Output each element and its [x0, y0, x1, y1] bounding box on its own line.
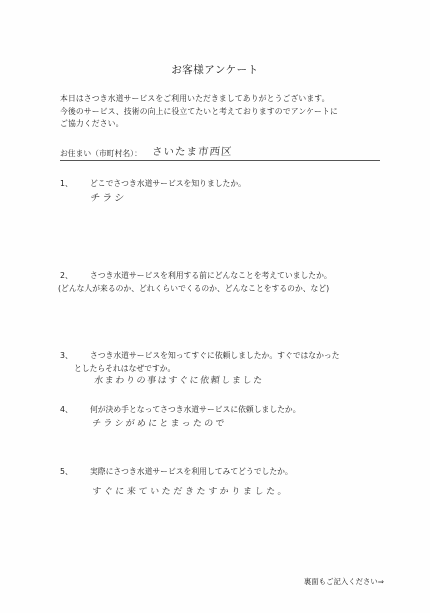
- question-text: 何が決め手となってさつき水道サービスに依頼しましたか。: [90, 405, 301, 414]
- question-2: [60, 270, 390, 300]
- page-title: お客様アンケート: [171, 64, 259, 76]
- question-text: どこでさつき水道サービスを知りましたか。: [90, 179, 246, 188]
- question-number: 5、: [60, 467, 73, 476]
- intro-line: ご協力ください。: [60, 119, 124, 129]
- question-text: さつき水道サービスを利用する前にどんなことを考えていましたか。: [90, 271, 332, 280]
- question-text-continued: としたらそれはなぜですか。: [74, 363, 176, 373]
- address-field[interactable]: [60, 146, 380, 162]
- question-3: [60, 350, 390, 390]
- question-number: 1、: [60, 179, 73, 188]
- footer-note: 裏面もご記入ください⇒: [303, 577, 384, 586]
- question-5: [60, 466, 390, 496]
- answer-4[interactable]: チラシがめにとまったので: [91, 419, 227, 429]
- answer-3[interactable]: 水まわりの事はすぐに依頼しました: [93, 376, 265, 386]
- intro-line: 本日はさつき水道サービスをご利用いただきましてありがとうございます。: [60, 94, 330, 103]
- question-text: さつき水道サービスを知ってすぐに依頼しましたか。すぐではなかった: [90, 351, 340, 360]
- question-number: 2、: [60, 271, 73, 280]
- question-text: 実際にさつき水道サービスを利用してみてどうでしたか。: [90, 467, 293, 476]
- address-label: お住まい（市町村名）：: [60, 149, 142, 158]
- address-value: さいたま市西区: [151, 146, 234, 158]
- intro-text: [60, 93, 400, 131]
- question-subtext: (どんな人が来るのか、どれくらいでくるのか、どんなことをするのか、など): [58, 283, 330, 293]
- answer-5[interactable]: すぐに来ていただきたすかりました。: [91, 487, 290, 497]
- question-number: 3、: [60, 351, 73, 360]
- address-underline: [60, 160, 380, 161]
- question-number: 4、: [60, 405, 73, 414]
- answer-1[interactable]: チラシ: [89, 193, 127, 204]
- question-1: [60, 178, 390, 218]
- intro-line: 今後のサービス、技術の向上に役立てたいと考えておりますのでアンケートに: [60, 106, 338, 116]
- question-4: [60, 404, 390, 434]
